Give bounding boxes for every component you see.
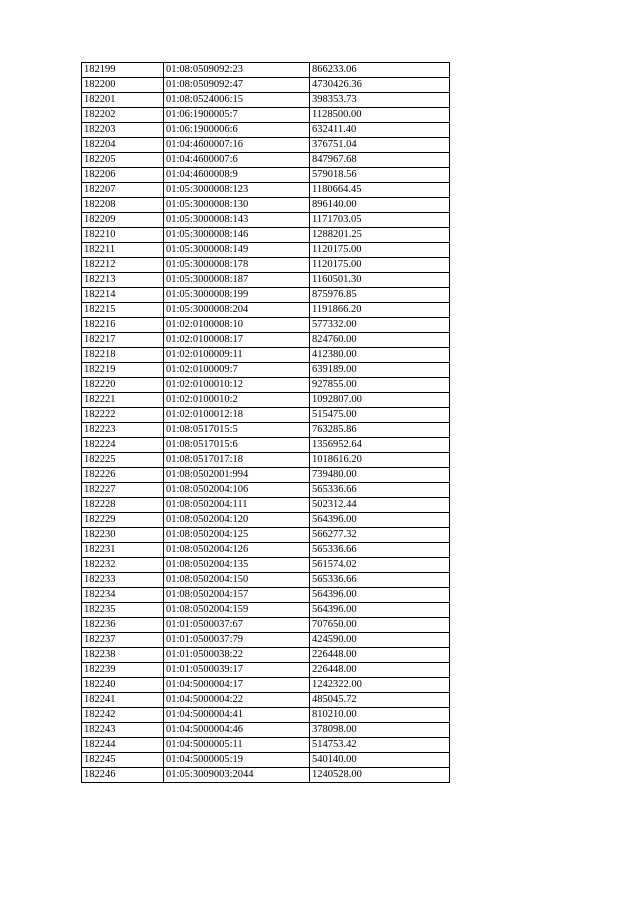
cadastral-number-cell: 01:02:0100012:18 xyxy=(164,408,310,423)
value-cell: 226448.00 xyxy=(310,663,450,678)
table-row xyxy=(82,738,450,753)
row-number-cell: 182201 xyxy=(82,93,164,108)
cadastral-number-cell: 01:04:5000004:17 xyxy=(164,678,310,693)
table-row xyxy=(82,603,450,618)
row-number-cell: 182219 xyxy=(82,363,164,378)
cadastral-number-cell: 01:01:0500037:79 xyxy=(164,633,310,648)
value-cell: 564396.00 xyxy=(310,513,450,528)
row-number-cell: 182209 xyxy=(82,213,164,228)
table-row xyxy=(82,528,450,543)
row-number-cell: 182203 xyxy=(82,123,164,138)
cadastral-number-cell: 01:08:0509092:23 xyxy=(164,63,310,78)
row-number-cell: 182221 xyxy=(82,393,164,408)
cadastral-number-cell: 01:05:3000008:123 xyxy=(164,183,310,198)
row-number-cell: 182245 xyxy=(82,753,164,768)
table-row xyxy=(82,168,450,183)
value-cell: 1356952.64 xyxy=(310,438,450,453)
table-row xyxy=(82,63,450,78)
row-number-cell: 182217 xyxy=(82,333,164,348)
value-cell: 4730426.36 xyxy=(310,78,450,93)
cadastral-number-cell: 01:01:0500038:22 xyxy=(164,648,310,663)
table-row xyxy=(82,93,450,108)
value-cell: 566277.32 xyxy=(310,528,450,543)
table-row xyxy=(82,78,450,93)
value-cell: 376751.04 xyxy=(310,138,450,153)
value-cell: 424590.00 xyxy=(310,633,450,648)
row-number-cell: 182220 xyxy=(82,378,164,393)
cadastral-number-cell: 01:05:3000008:146 xyxy=(164,228,310,243)
cadastral-number-cell: 01:01:0500037:67 xyxy=(164,618,310,633)
row-number-cell: 182236 xyxy=(82,618,164,633)
table-row xyxy=(82,258,450,273)
table-row xyxy=(82,138,450,153)
value-cell: 1120175.00 xyxy=(310,243,450,258)
table-row xyxy=(82,123,450,138)
data-table xyxy=(81,62,450,783)
row-number-cell: 182239 xyxy=(82,663,164,678)
cadastral-number-cell: 01:05:3000008:149 xyxy=(164,243,310,258)
cadastral-number-cell: 01:01:0500039:17 xyxy=(164,663,310,678)
row-number-cell: 182206 xyxy=(82,168,164,183)
row-number-cell: 182205 xyxy=(82,153,164,168)
table-row xyxy=(82,198,450,213)
table-row xyxy=(82,453,450,468)
row-number-cell: 182214 xyxy=(82,288,164,303)
row-number-cell: 182199 xyxy=(82,63,164,78)
cadastral-number-cell: 01:04:5000004:46 xyxy=(164,723,310,738)
table-row xyxy=(82,378,450,393)
cadastral-number-cell: 01:06:1900005:7 xyxy=(164,108,310,123)
table-row xyxy=(82,363,450,378)
row-number-cell: 182238 xyxy=(82,648,164,663)
row-number-cell: 182216 xyxy=(82,318,164,333)
value-cell: 398353.73 xyxy=(310,93,450,108)
value-cell: 540140.00 xyxy=(310,753,450,768)
cadastral-number-cell: 01:08:0502004:120 xyxy=(164,513,310,528)
value-cell: 824760.00 xyxy=(310,333,450,348)
cadastral-number-cell: 01:08:0502001:994 xyxy=(164,468,310,483)
table-row xyxy=(82,288,450,303)
value-cell: 515475.00 xyxy=(310,408,450,423)
table-row xyxy=(82,243,450,258)
value-cell: 1128500.00 xyxy=(310,108,450,123)
row-number-cell: 182230 xyxy=(82,528,164,543)
value-cell: 1240528.00 xyxy=(310,768,450,783)
value-cell: 639189.00 xyxy=(310,363,450,378)
cadastral-number-cell: 01:08:0517017:18 xyxy=(164,453,310,468)
value-cell: 514753.42 xyxy=(310,738,450,753)
row-number-cell: 182227 xyxy=(82,483,164,498)
cadastral-number-cell: 01:08:0509092:47 xyxy=(164,78,310,93)
cadastral-number-cell: 01:08:0524006:15 xyxy=(164,93,310,108)
cadastral-number-cell: 01:05:3000008:204 xyxy=(164,303,310,318)
cadastral-number-cell: 01:04:5000004:41 xyxy=(164,708,310,723)
row-number-cell: 182207 xyxy=(82,183,164,198)
value-cell: 565336.66 xyxy=(310,543,450,558)
value-cell: 763285.86 xyxy=(310,423,450,438)
cadastral-number-cell: 01:08:0502004:126 xyxy=(164,543,310,558)
cadastral-number-cell: 01:08:0502004:106 xyxy=(164,483,310,498)
row-number-cell: 182218 xyxy=(82,348,164,363)
row-number-cell: 182215 xyxy=(82,303,164,318)
value-cell: 561574.02 xyxy=(310,558,450,573)
row-number-cell: 182231 xyxy=(82,543,164,558)
table-row xyxy=(82,753,450,768)
table-row xyxy=(82,273,450,288)
table-row xyxy=(82,468,450,483)
row-number-cell: 182234 xyxy=(82,588,164,603)
cadastral-number-cell: 01:05:3000008:178 xyxy=(164,258,310,273)
cadastral-number-cell: 01:08:0517015:5 xyxy=(164,423,310,438)
cadastral-number-cell: 01:04:4600008:9 xyxy=(164,168,310,183)
row-number-cell: 182222 xyxy=(82,408,164,423)
row-number-cell: 182202 xyxy=(82,108,164,123)
value-cell: 1018616.20 xyxy=(310,453,450,468)
value-cell: 810210.00 xyxy=(310,708,450,723)
cadastral-number-cell: 01:02:0100010:12 xyxy=(164,378,310,393)
row-number-cell: 182213 xyxy=(82,273,164,288)
row-number-cell: 182211 xyxy=(82,243,164,258)
row-number-cell: 182204 xyxy=(82,138,164,153)
row-number-cell: 182212 xyxy=(82,258,164,273)
table-row xyxy=(82,768,450,783)
cadastral-number-cell: 01:08:0502004:125 xyxy=(164,528,310,543)
cadastral-number-cell: 01:08:0502004:111 xyxy=(164,498,310,513)
value-cell: 564396.00 xyxy=(310,603,450,618)
value-cell: 1180664.45 xyxy=(310,183,450,198)
value-cell: 485045.72 xyxy=(310,693,450,708)
row-number-cell: 182224 xyxy=(82,438,164,453)
value-cell: 565336.66 xyxy=(310,573,450,588)
row-number-cell: 182210 xyxy=(82,228,164,243)
row-number-cell: 182232 xyxy=(82,558,164,573)
cadastral-number-cell: 01:02:0100008:17 xyxy=(164,333,310,348)
table-row xyxy=(82,633,450,648)
table-row xyxy=(82,558,450,573)
table-row xyxy=(82,303,450,318)
table-row xyxy=(82,498,450,513)
row-number-cell: 182223 xyxy=(82,423,164,438)
table-row xyxy=(82,108,450,123)
table-row xyxy=(82,693,450,708)
row-number-cell: 182240 xyxy=(82,678,164,693)
table-row xyxy=(82,438,450,453)
value-cell: 412380.00 xyxy=(310,348,450,363)
cadastral-number-cell: 01:05:3000008:187 xyxy=(164,273,310,288)
value-cell: 502312.44 xyxy=(310,498,450,513)
value-cell: 378098.00 xyxy=(310,723,450,738)
row-number-cell: 182226 xyxy=(82,468,164,483)
cadastral-number-cell: 01:05:3009003:2044 xyxy=(164,768,310,783)
table-row xyxy=(82,483,450,498)
cadastral-number-cell: 01:02:0100010:2 xyxy=(164,393,310,408)
row-number-cell: 182229 xyxy=(82,513,164,528)
value-cell: 739480.00 xyxy=(310,468,450,483)
value-cell: 226448.00 xyxy=(310,648,450,663)
cadastral-number-cell: 01:05:3000008:143 xyxy=(164,213,310,228)
value-cell: 564396.00 xyxy=(310,588,450,603)
cadastral-number-cell: 01:05:3000008:130 xyxy=(164,198,310,213)
value-cell: 927855.00 xyxy=(310,378,450,393)
table-body xyxy=(82,63,450,783)
table-row xyxy=(82,153,450,168)
table-row xyxy=(82,228,450,243)
row-number-cell: 182200 xyxy=(82,78,164,93)
table-row xyxy=(82,618,450,633)
table-row xyxy=(82,543,450,558)
value-cell: 1288201.25 xyxy=(310,228,450,243)
cadastral-number-cell: 01:08:0502004:159 xyxy=(164,603,310,618)
cadastral-number-cell: 01:02:0100009:11 xyxy=(164,348,310,363)
cadastral-number-cell: 01:08:0517015:6 xyxy=(164,438,310,453)
cadastral-number-cell: 01:08:0502004:135 xyxy=(164,558,310,573)
value-cell: 875976.85 xyxy=(310,288,450,303)
table-row xyxy=(82,723,450,738)
cadastral-number-cell: 01:02:0100008:10 xyxy=(164,318,310,333)
table-row xyxy=(82,573,450,588)
row-number-cell: 182243 xyxy=(82,723,164,738)
table-row xyxy=(82,423,450,438)
value-cell: 896140.00 xyxy=(310,198,450,213)
cadastral-number-cell: 01:04:4600007:6 xyxy=(164,153,310,168)
row-number-cell: 182246 xyxy=(82,768,164,783)
value-cell: 707650.00 xyxy=(310,618,450,633)
table-row xyxy=(82,408,450,423)
row-number-cell: 182228 xyxy=(82,498,164,513)
value-cell: 866233.06 xyxy=(310,63,450,78)
row-number-cell: 182235 xyxy=(82,603,164,618)
row-number-cell: 182244 xyxy=(82,738,164,753)
table-row xyxy=(82,678,450,693)
cadastral-number-cell: 01:08:0502004:157 xyxy=(164,588,310,603)
value-cell: 1171703.05 xyxy=(310,213,450,228)
table-row xyxy=(82,393,450,408)
cadastral-number-cell: 01:04:5000004:22 xyxy=(164,693,310,708)
table-row xyxy=(82,333,450,348)
row-number-cell: 182225 xyxy=(82,453,164,468)
cadastral-number-cell: 01:04:5000005:11 xyxy=(164,738,310,753)
row-number-cell: 182233 xyxy=(82,573,164,588)
table-row xyxy=(82,213,450,228)
table-row xyxy=(82,318,450,333)
row-number-cell: 182208 xyxy=(82,198,164,213)
cadastral-number-cell: 01:05:3000008:199 xyxy=(164,288,310,303)
table-row xyxy=(82,588,450,603)
row-number-cell: 182241 xyxy=(82,693,164,708)
table-row xyxy=(82,663,450,678)
cadastral-number-cell: 01:06:1900006:6 xyxy=(164,123,310,138)
value-cell: 579018.56 xyxy=(310,168,450,183)
value-cell: 847967.68 xyxy=(310,153,450,168)
value-cell: 565336.66 xyxy=(310,483,450,498)
value-cell: 1120175.00 xyxy=(310,258,450,273)
value-cell: 632411.40 xyxy=(310,123,450,138)
table-row xyxy=(82,348,450,363)
table-row xyxy=(82,648,450,663)
value-cell: 1092807.00 xyxy=(310,393,450,408)
value-cell: 577332.00 xyxy=(310,318,450,333)
table-row xyxy=(82,183,450,198)
row-number-cell: 182242 xyxy=(82,708,164,723)
cadastral-number-cell: 01:08:0502004:150 xyxy=(164,573,310,588)
value-cell: 1160501.30 xyxy=(310,273,450,288)
row-number-cell: 182237 xyxy=(82,633,164,648)
cadastral-number-cell: 01:04:4600007:16 xyxy=(164,138,310,153)
value-cell: 1242322.00 xyxy=(310,678,450,693)
table-row xyxy=(82,708,450,723)
cadastral-number-cell: 01:02:0100009:7 xyxy=(164,363,310,378)
table-row xyxy=(82,513,450,528)
value-cell: 1191866.20 xyxy=(310,303,450,318)
cadastral-number-cell: 01:04:5000005:19 xyxy=(164,753,310,768)
